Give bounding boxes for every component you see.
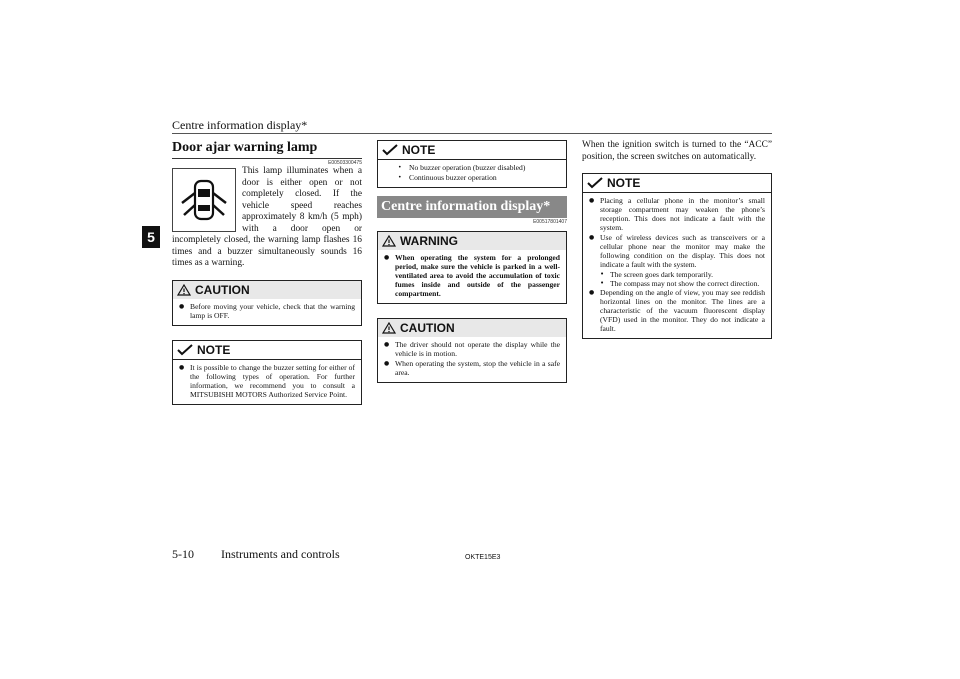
footer-section: Instruments and controls xyxy=(221,547,340,561)
column-1 xyxy=(172,140,362,405)
section-code: E00517801407 xyxy=(533,219,567,225)
running-header: Centre information display* xyxy=(172,118,308,132)
section-title-door-ajar: Door ajar warning lamp xyxy=(172,140,362,159)
note-label: NOTE xyxy=(607,176,641,190)
door-ajar-text: This lamp illuminates when a door is either open or not completely closed. If the vehicle speed reaches approximately 8 km/h (5 mph) with a door open or incompletely closed, the warning lamp flashes 16 times and a buzzer simultaneously sounds 16 times as a warning. xyxy=(172,166,362,268)
note-check-icon xyxy=(177,344,193,356)
intro-text: When the ignition switch is turned to the “ACC” position, the screen switches on automatically. xyxy=(582,140,772,162)
bullet-icon: • xyxy=(398,174,402,181)
list-item: ● When operating the system, stop the vehicle in a safe area. xyxy=(384,359,560,377)
note-header xyxy=(173,341,361,360)
list-item: • Continuous buzzer operation xyxy=(398,173,497,182)
bullet-icon: • xyxy=(600,270,605,278)
list-item: ● It is possible to change the buzzer setting for either of the following types of operation. For further information, we recommend you to consult a MITSUBISHI MOTORS Authorized Service Point. xyxy=(179,362,355,399)
bullet-icon: • xyxy=(398,164,402,171)
bullet-icon: ● xyxy=(384,254,390,261)
warning-header xyxy=(378,232,566,250)
note-label: NOTE xyxy=(197,342,231,357)
caution-label: CAUTION xyxy=(400,321,455,335)
note-box-1 xyxy=(172,340,362,405)
bullet-icon: ● xyxy=(384,360,390,367)
list-item: ● The driver should not operate the display while the vehicle is in motion. xyxy=(384,340,560,358)
bullet-icon: • xyxy=(600,279,605,287)
caution-header xyxy=(173,281,361,299)
note-check-icon xyxy=(587,177,603,189)
door-ajar-lamp-icon xyxy=(172,168,236,232)
bullet-icon: ● xyxy=(384,341,390,348)
door-ajar-body xyxy=(172,166,362,270)
bullet-icon: ● xyxy=(589,289,595,296)
bullet-icon: ● xyxy=(589,234,595,241)
warning-triangle-icon xyxy=(382,235,396,247)
header-rule xyxy=(172,133,772,134)
bullet-icon: ● xyxy=(179,363,185,371)
document-code: OKTE15E3 xyxy=(465,554,501,561)
caution-header xyxy=(378,319,566,337)
page-number: 5-10 xyxy=(172,547,194,561)
list-item: ● Use of wireless devices such as transceivers or a cellular phone near the monitor may make the following condition on the display. This does not indicate a fault with the system. xyxy=(589,233,765,269)
column-3 xyxy=(582,140,772,339)
note-box-3 xyxy=(582,173,772,339)
column-2 xyxy=(377,140,567,383)
note-box-2 xyxy=(377,140,567,188)
list-item: ● Before moving your vehicle, check that the warning lamp is OFF. xyxy=(179,301,355,320)
chapter-tab: 5 xyxy=(142,226,160,248)
list-item: ● When operating the system for a prolonged period, make sure the vehicle is parked in a well-ventilated area to avoid the accumulation of toxic fumes inside and outside of the passenger compartment. xyxy=(384,253,560,298)
warning-triangle-icon xyxy=(382,322,396,334)
bullet-icon: ● xyxy=(589,197,595,204)
bullet-icon: ● xyxy=(179,302,185,310)
caution-box-1 xyxy=(172,280,362,326)
note-header xyxy=(378,141,566,160)
list-item: ● Depending on the angle of view, you may see reddish horizontal lines on the monitor. The lines are a characteristic of the vacuum fluorescent display (VFD) used in the monitor. They do not indicate a fault. xyxy=(589,288,765,333)
warning-box xyxy=(377,231,567,304)
list-item: ● Placing a cellular phone in the monitor’s small storage compartment may weaken the phone’s reception. This does not indicate a fault with the system. xyxy=(589,196,765,232)
note-check-icon xyxy=(382,144,398,156)
sub-list-item: • The compass may not show the correct direction. xyxy=(600,279,760,288)
sub-list-item: • The screen goes dark temporarily. xyxy=(600,270,714,279)
warning-triangle-icon xyxy=(177,284,191,296)
section-banner: Centre information display* xyxy=(377,196,567,218)
caution-box-2 xyxy=(377,318,567,383)
list-item: • No buzzer operation (buzzer disabled) xyxy=(398,163,526,172)
note-label: NOTE xyxy=(402,143,436,157)
warning-label: WARNING xyxy=(400,234,458,248)
caution-label: CAUTION xyxy=(195,282,250,297)
section-code: E00503300475 xyxy=(328,160,362,166)
note-header xyxy=(583,174,771,193)
